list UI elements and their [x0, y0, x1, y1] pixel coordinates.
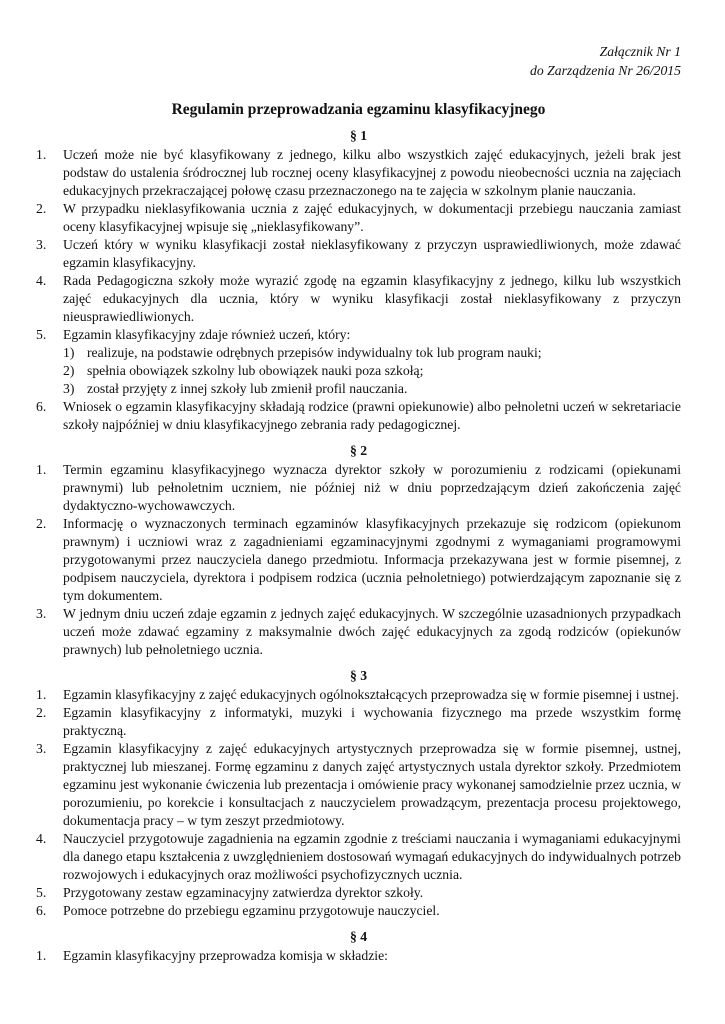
item-number: 5. — [36, 327, 47, 342]
sub-item-number: 3) — [63, 381, 75, 396]
item-text: Pomoce potrzebne do przebiegu egzaminu przygotowuje nauczyciel. — [63, 903, 440, 918]
sub-list-item — [63, 344, 681, 362]
item-text: Egzamin klasyfikacyjny z zajęć edukacyjnych ogólnokształcących przeprowadza się w formie pisemnej i ustnej. — [63, 687, 680, 702]
sub-item-number: 2) — [63, 363, 75, 378]
item-text: W jednym dniu uczeń zdaje egzamin z jednych zajęć edukacyjnych. W szczególnie uzasadnionych przypadkach uczeń może zdawać egzaminy z maksymalnie dwóch zajęć edukacyjnych za zgodą rodziców (opiekunów prawnych) lub pełnoletniego ucznia. — [63, 606, 681, 657]
item-text: Nauczyciel przygotowuje zagadnienia na egzamin zgodnie z treściami nauczania i wymaganiami edukacyjnymi dla danego etapu kształcenia z uwzględnieniem dostosowań wymagań edukacyjnych do indywidualnych potrzeb rozwojowych i edukacyjnych oraz możliwości psychofizycznych ucznia. — [63, 831, 681, 882]
list-item — [36, 686, 681, 704]
attachment-line-1: Załącznik Nr 1 — [599, 44, 681, 59]
section-4-list — [36, 947, 681, 965]
sub-item-number: 1) — [63, 345, 75, 360]
list-item — [36, 902, 681, 920]
list-item — [36, 605, 681, 659]
item-number: 1. — [36, 462, 47, 477]
list-item — [36, 272, 681, 326]
item-number: 5. — [36, 885, 47, 900]
section-heading-4: § 4 — [349, 929, 368, 944]
item-number: 2. — [36, 705, 47, 720]
item-number: 2. — [36, 201, 47, 216]
item-text: Egzamin klasyfikacyjny przeprowadza komisja w składzie: — [63, 948, 388, 963]
list-item — [36, 884, 681, 902]
item-number: 1. — [36, 948, 47, 963]
list-item — [36, 200, 681, 236]
item-text: Uczeń który w wyniku klasyfikacji został nieklasyfikowany z przyczyn usprawiedliwionych, może zdawać egzamin klasyfikacyjny. — [63, 237, 681, 270]
item-number: 3. — [36, 741, 47, 756]
sub-list-item — [63, 362, 681, 380]
section-1-list — [36, 146, 681, 434]
sub-list — [63, 344, 681, 398]
section-2-list — [36, 461, 681, 659]
document-title: Regulamin przeprowadzania egzaminu klasyfikacyjnego — [171, 101, 546, 118]
list-item — [36, 947, 681, 965]
item-number: 6. — [36, 903, 47, 918]
section-heading-1: § 1 — [349, 128, 368, 143]
list-item — [36, 515, 681, 605]
attachment-line-2: do Zarządzenia Nr 26/2015 — [530, 63, 681, 78]
list-item — [36, 830, 681, 884]
item-number: 3. — [36, 237, 47, 252]
item-number: 1. — [36, 147, 47, 162]
item-number: 4. — [36, 831, 47, 846]
item-text: Egzamin klasyfikacyjny z zajęć edukacyjnych artystycznych przeprowadza się w formie pisemnej, ustnej, praktycznej lub mieszanej. Formę egzaminu z danych zajęć artystycznych ustala dyrektor szkoły. Przedmiotem egzaminu jest wykonanie ćwiczenia lub prezentacja i omówienie pracy wykonanej samodzielnie przez ucznia, w porozumieniu, po korekcie i konsultacjach z nauczycielem prowadzącym, prezentacja procesu projektowego, dokumentacja pracy – w tym zeszyt przedmiotowy. — [63, 741, 681, 828]
sub-item-text: został przyjęty z innej szkoły lub zmienił profil nauczania. — [87, 381, 408, 396]
item-text: Przygotowany zestaw egzaminacyjny zatwierdza dyrektor szkoły. — [63, 885, 424, 900]
sub-item-text: realizuje, na podstawie odrębnych przepisów indywidualny tok lub program nauki; — [87, 345, 542, 360]
item-number: 3. — [36, 606, 47, 621]
section-heading-3: § 3 — [349, 668, 368, 683]
item-text: Informację o wyznaczonych terminach egzaminów klasyfikacyjnych przekazuje się rodzicom (opiekunom prawnym) i uczniowi wraz z zagadnieniami egzaminacyjnymi zgodnymi z wymaganiami programowymi przygotowanymi przez nauczyciela danego przedmiotu. Informacja przekazywana jest w formie pisemnej, z podpisem nauczyciela, dyrektora i podpisem rodzica (ucznia pełnoletniego) potwierdzającym zapoznanie się z tym dokumentem. — [63, 516, 681, 603]
sub-list-item — [63, 380, 681, 398]
item-number: 2. — [36, 516, 47, 531]
item-text: Wniosek o egzamin klasyfikacyjny składają rodzice (prawni opiekunowie) albo pełnoletni uczeń w sekretariacie szkoły najpóźniej w dniu klasyfikacyjnego zebrania rady pedagogicznej. — [63, 399, 681, 432]
sub-item-text: spełnia obowiązek szkolny lub obowiązek nauki poza szkołą; — [87, 363, 424, 378]
section-heading-2: § 2 — [349, 443, 368, 458]
item-number: 1. — [36, 687, 47, 702]
list-item — [36, 236, 681, 272]
list-item — [36, 326, 681, 398]
item-text: Egzamin klasyfikacyjny z informatyki, muzyki i wychowania fizycznego ma przede wszystkim formę praktyczną. — [63, 705, 681, 738]
section-3-list — [36, 686, 681, 920]
item-number: 6. — [36, 399, 47, 414]
list-item — [36, 461, 681, 515]
item-number: 4. — [36, 273, 47, 288]
list-item — [36, 398, 681, 434]
list-item — [36, 740, 681, 830]
list-item — [36, 704, 681, 740]
item-text: Rada Pedagogiczna szkoły może wyrazić zgodę na egzamin klasyfikacyjny z jednego, kilku lub wszystkich zajęć edukacyjnych dla ucznia, który w wyniku klasyfikacji został nieklasyfikowany z przyczyn nieusprawiedliwionych. — [63, 273, 681, 324]
list-item — [36, 146, 681, 200]
item-text: W przypadku nieklasyfikowania ucznia z zajęć edukacyjnych, w dokumentacji przebiegu nauczania zamiast oceny klasyfikacyjnej wpisuje się „nieklasyfikowany”. — [63, 201, 681, 234]
item-text: Termin egzaminu klasyfikacyjnego wyznacza dyrektor szkoły w porozumieniu z rodzicami (opiekunami prawnymi) lub pełnoletnim uczniem, nie później niż w dniu poprzedzającym dzień zakończenia zajęć dydaktyczno-wychowawczych. — [63, 462, 681, 513]
attachment-note — [36, 42, 681, 80]
item-text: Uczeń może nie być klasyfikowany z jednego, kilku albo wszystkich zajęć edukacyjnych, jeżeli brak jest podstaw do ustalenia śródrocznej lub rocznej oceny klasyfikacyjnej z powodu nieobecności ucznia na zajęciach edukacyjnych przekraczającej połowę czasu przeznaczonego na te zajęcia w szkolnym planie nauczania. — [63, 147, 681, 198]
item-text: Egzamin klasyfikacyjny zdaje również uczeń, który: — [63, 327, 351, 342]
